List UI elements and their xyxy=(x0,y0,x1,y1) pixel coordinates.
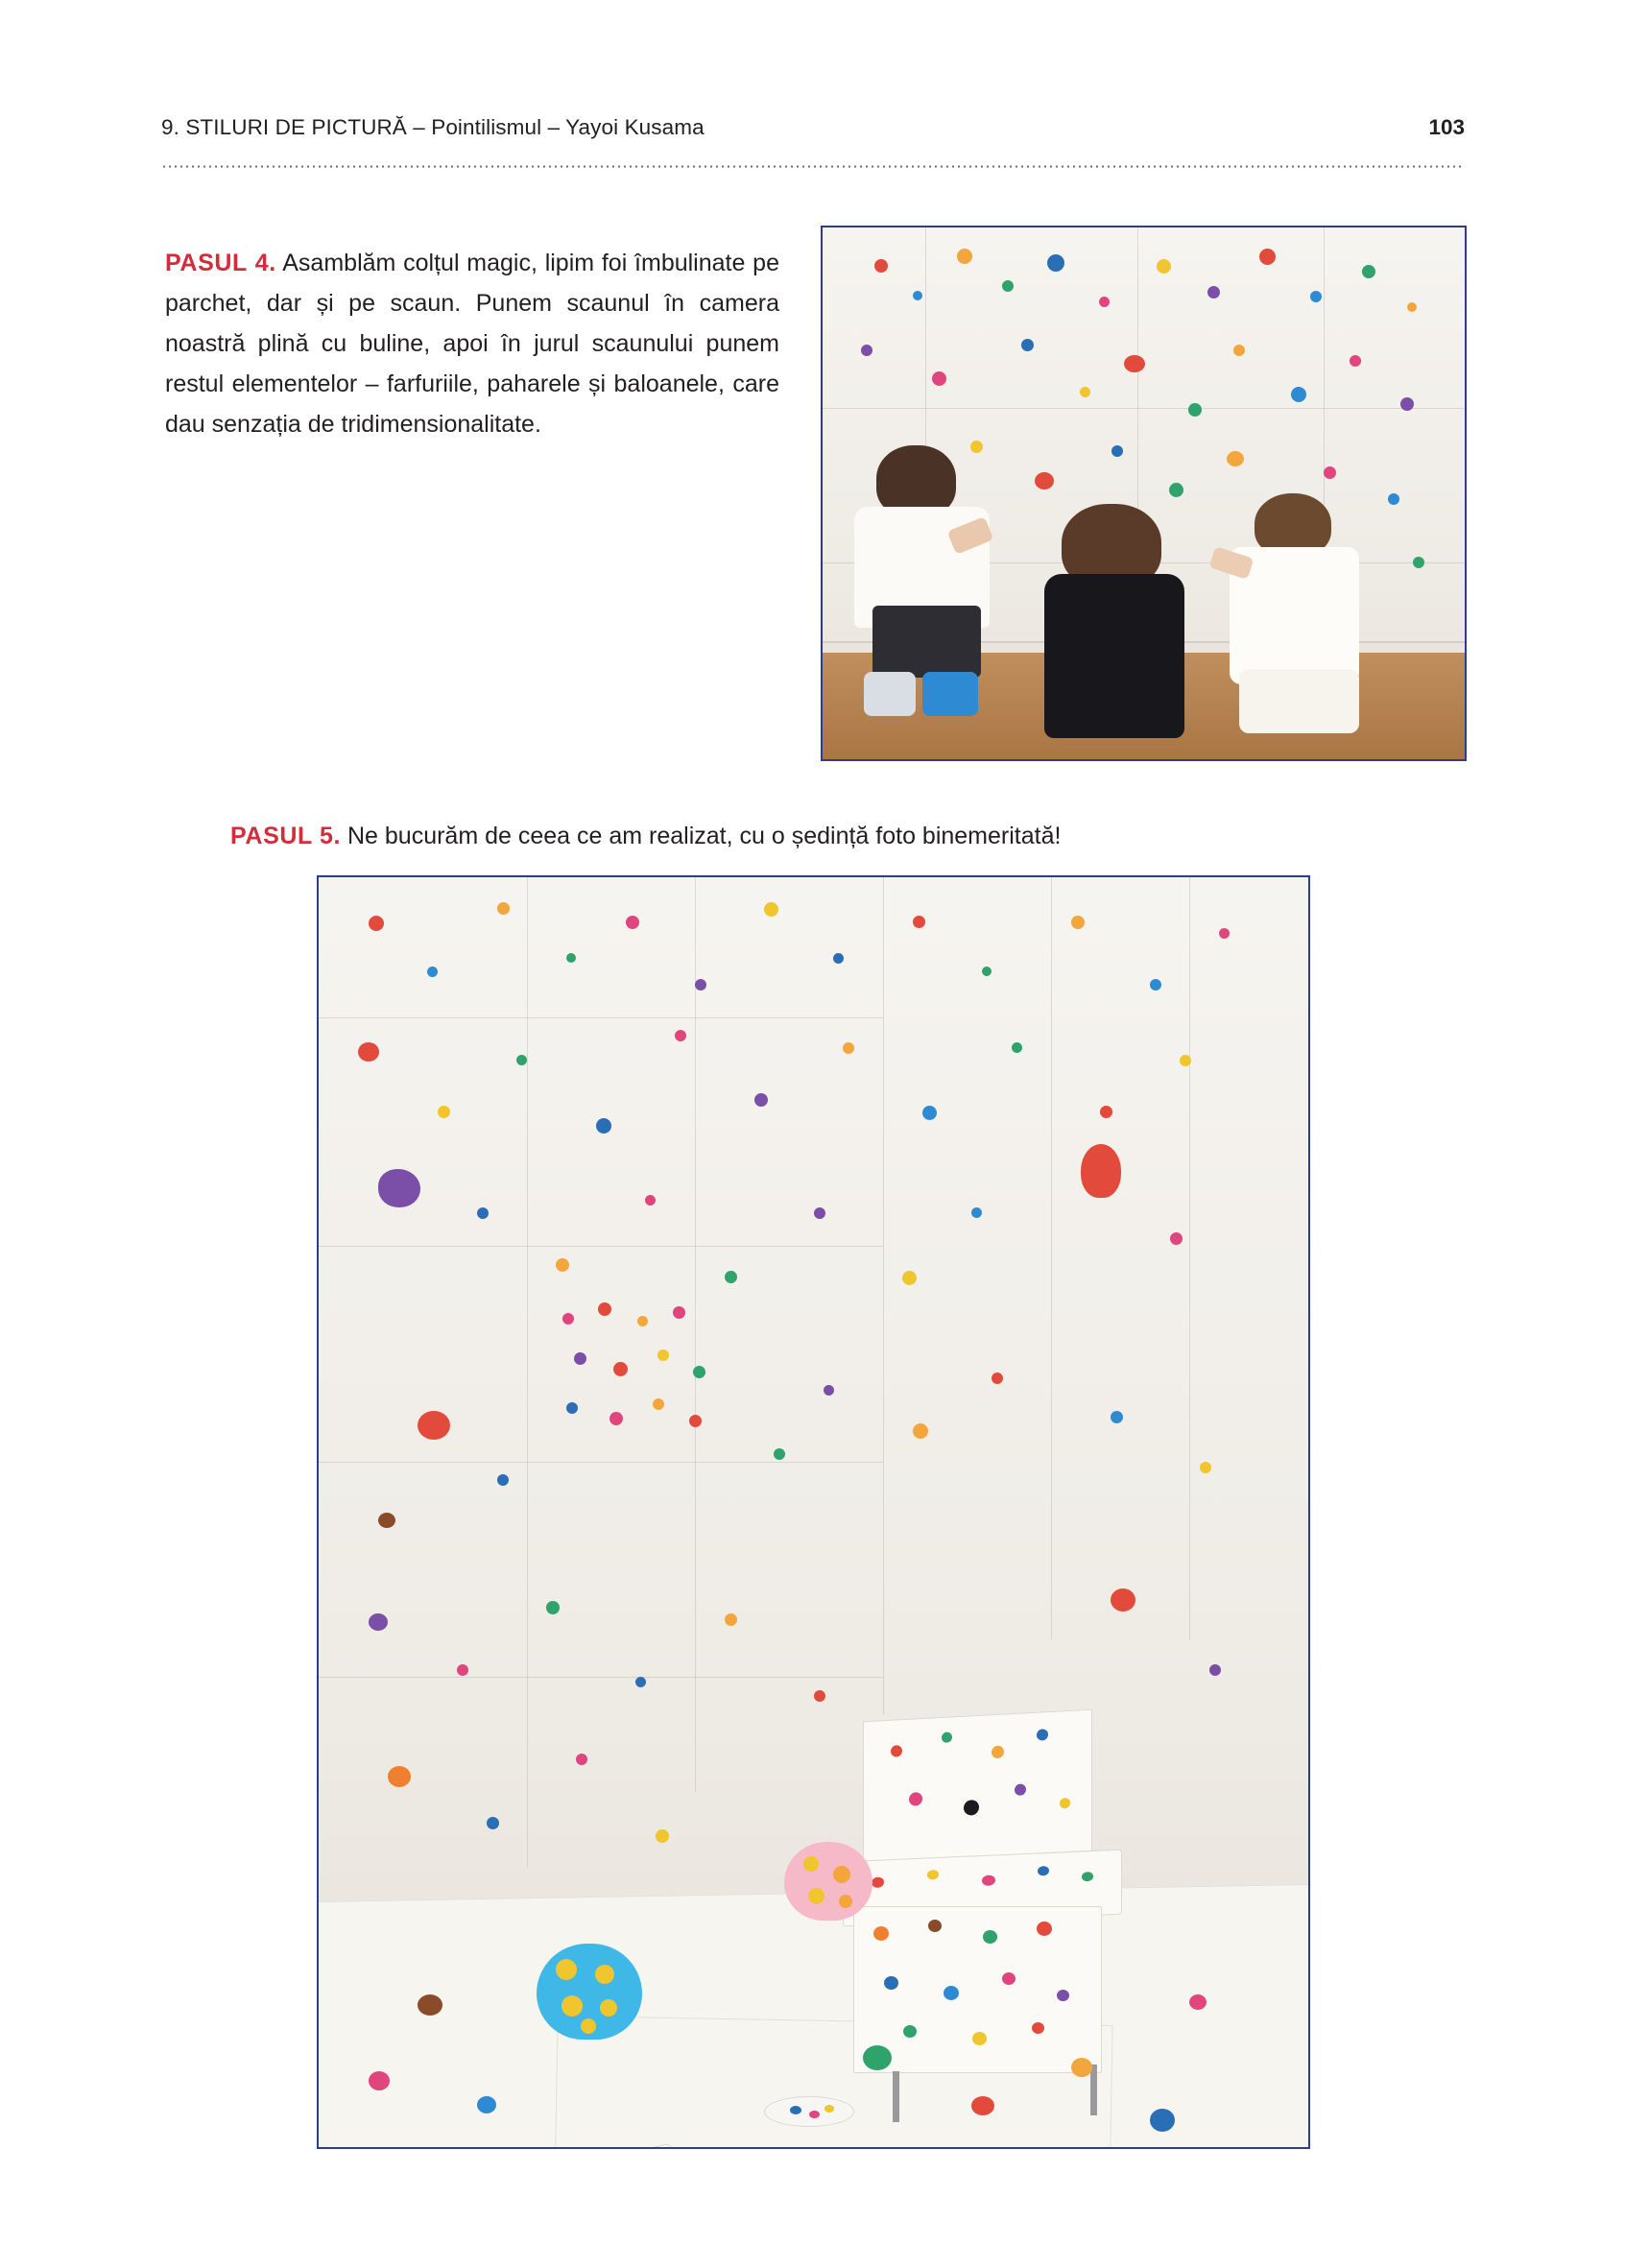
child-middle-dress xyxy=(1044,574,1184,738)
wall-dot xyxy=(932,371,946,386)
photo-step-5 xyxy=(317,875,1310,2149)
child-right xyxy=(1221,493,1375,738)
paper-seam xyxy=(319,1677,883,1678)
wall-dot xyxy=(1227,451,1244,466)
wall-dot xyxy=(1111,1588,1135,1611)
wall-dot xyxy=(1012,1042,1022,1053)
wall-dot xyxy=(418,1411,450,1440)
child-left-shoe xyxy=(922,672,978,716)
dot-cluster xyxy=(546,1297,744,1462)
wall-dot xyxy=(982,967,992,976)
child-left-shorts xyxy=(872,606,980,678)
wall-dot xyxy=(656,1829,669,1843)
wall-dot xyxy=(645,1195,656,1206)
wall-dot xyxy=(922,1106,937,1120)
balloon-blue xyxy=(537,1944,642,2040)
wall-dot xyxy=(725,1613,737,1626)
wall-dot xyxy=(824,1385,834,1396)
child-right-skirt xyxy=(1239,669,1359,732)
wall-dot xyxy=(725,1271,737,1283)
paper-seam xyxy=(527,877,528,1868)
chair-back-paper xyxy=(863,1709,1092,1863)
wall-dot xyxy=(497,1474,509,1486)
wall-dot xyxy=(1362,265,1375,278)
chair-skirt xyxy=(853,1906,1103,2073)
balloon-pink xyxy=(784,1842,872,1921)
floor-dot xyxy=(1071,2058,1092,2077)
wall-dot xyxy=(874,259,888,273)
chapter-title: 9. STILURI DE PICTURĂ – Pointilismul – Yayoi Kusama xyxy=(161,115,705,139)
wall-blob-red xyxy=(1081,1144,1121,1198)
paper-seam xyxy=(1051,877,1052,1639)
paper-seam xyxy=(319,1017,883,1018)
floor-dot xyxy=(477,2096,496,2113)
wall-dot xyxy=(1111,1411,1123,1423)
wall-dot xyxy=(913,1423,928,1439)
child-left xyxy=(848,445,1003,722)
wall-dot xyxy=(861,345,872,356)
wall-dot xyxy=(626,916,639,929)
step-5-text: Ne bucurăm de ceea ce am realizat, cu o ședință foto binemeritată! xyxy=(341,823,1062,849)
wall-dot xyxy=(754,1093,768,1107)
paper-plate xyxy=(764,2096,854,2127)
floor-dot xyxy=(1031,2147,1075,2149)
step-5-paragraph xyxy=(230,819,1478,855)
wall-dot xyxy=(1047,254,1064,272)
wall-dot xyxy=(1071,916,1085,929)
photo-step-4 xyxy=(821,226,1467,761)
wall-dot xyxy=(814,1690,825,1702)
wall-dot xyxy=(1350,355,1361,367)
child-middle xyxy=(1035,504,1202,738)
wall-dot xyxy=(675,1030,686,1041)
wall-dot xyxy=(913,916,925,928)
paper-seam xyxy=(319,1462,883,1463)
paper-seam xyxy=(1189,877,1190,1639)
wall-dot xyxy=(1407,302,1417,312)
child-left-shoe xyxy=(864,672,917,716)
wall-dot xyxy=(1035,472,1054,489)
step-4-label: PASUL 4. xyxy=(165,250,276,276)
wall-dot xyxy=(1233,345,1245,356)
wall-dot xyxy=(596,1118,611,1134)
wall-blob-purple xyxy=(378,1169,420,1207)
step-5-label: PASUL 5. xyxy=(230,823,342,849)
wall-dot xyxy=(369,1613,388,1631)
wall-dot xyxy=(378,1513,395,1528)
header-divider xyxy=(161,165,1465,168)
photo-step-5-scene xyxy=(319,877,1308,2147)
floor-dot xyxy=(369,2071,390,2090)
wall-dot xyxy=(814,1207,825,1219)
wall-dot xyxy=(1099,297,1110,307)
wall-dot xyxy=(992,1373,1003,1384)
wall-dot xyxy=(1200,1462,1211,1473)
wall-dot xyxy=(576,1754,587,1765)
chair-leg xyxy=(893,2071,899,2122)
step-4-text: Asamblăm colțul magic, lipim foi îmbulinate pe parchet, dar și pe scaun. Punem scaunul în camera noastră plină cu buline, apoi în jurul scaunului punem restul elementelor – farfuriile, paharele și baloanele, care dau senzația de tridimensionalitate. xyxy=(165,250,779,438)
wall-dot xyxy=(438,1106,450,1118)
wall-dot xyxy=(427,967,438,977)
page-header xyxy=(161,115,1465,140)
wall-dot xyxy=(477,1207,489,1219)
page-number: 103 xyxy=(1428,115,1465,139)
step-4-paragraph xyxy=(165,243,779,444)
wall-dot xyxy=(1080,387,1090,397)
wall-dot xyxy=(1388,493,1399,505)
photo-step-4-scene xyxy=(823,227,1465,759)
paper-seam xyxy=(319,1246,883,1247)
wall-dot xyxy=(695,979,706,991)
paper-seam xyxy=(823,408,1465,409)
wall-dot xyxy=(1150,979,1161,991)
wall-corner xyxy=(883,877,884,1715)
wall-dot xyxy=(1259,249,1276,265)
chair-leg xyxy=(1090,2065,1097,2115)
wall-dot xyxy=(497,902,510,915)
wall-dot xyxy=(369,916,384,931)
